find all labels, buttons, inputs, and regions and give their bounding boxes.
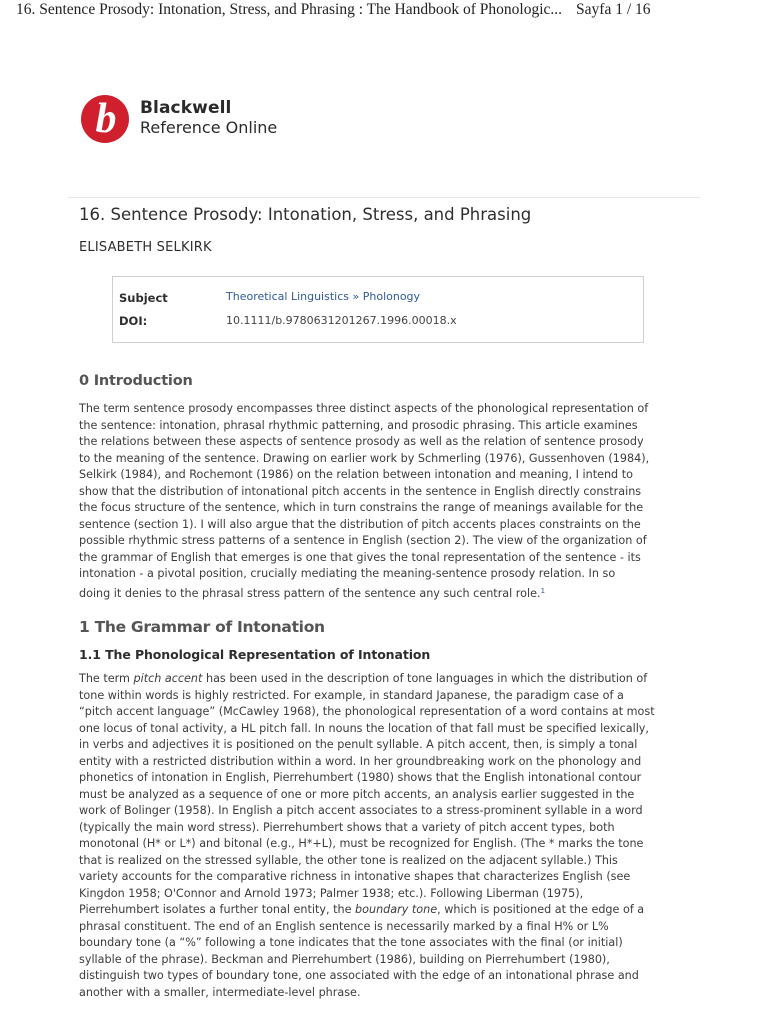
intro-heading: 0 Introduction [79, 373, 193, 389]
intro-line: the grammar of English that emerges is one that gives the tonal representation of the sentence - its [79, 550, 641, 564]
intro-line-last [79, 583, 679, 603]
brand-logo[interactable] [80, 94, 320, 146]
body-line-prefix: The term [79, 672, 130, 685]
subject-label: Subject [119, 291, 168, 305]
body-line: another with a smaller, intermediate-level phrase. [79, 985, 361, 999]
doi-label: DOI: [119, 314, 148, 328]
intro-line: The term sentence prosody encompasses three distinct aspects of the phonological representation of [79, 402, 649, 415]
intro-line: intonation - a pivotal position, crucially mediating the meaning-sentence prosody relation. In so [79, 567, 616, 580]
body-line: in verbs and adjectives it is positioned on the penult syllable. A pitch accent, then, is simply a tonal [79, 738, 638, 751]
body-line-rest: has been used in the description of tone languages in which the distribution of [205, 672, 648, 685]
intro-paragraph [79, 401, 679, 603]
body-paragraph [79, 671, 679, 1001]
body-line: entity with a restricted distribution within a word. In her groundbreaking work on the phonology and [79, 754, 642, 768]
body-line: (typically the main word stress). Pierrehumbert shows that a variety of pitch accent types, both [79, 820, 615, 834]
body-italic-term: boundary tone [355, 903, 438, 916]
body-line: tone within words is highly restricted. For example, in standard Japanese, the paradigm case of a [79, 688, 624, 702]
logo-letter: b [95, 96, 117, 142]
print-header-page: Sayfa 1 / 16 [576, 1, 651, 18]
body-line: one locus of tonal activity, a HL pitch fall. In nouns the location of that fall must be specified lexically, [79, 721, 649, 735]
doi-value: 10.1111/b.9780631201267.1996.00018.x [226, 314, 457, 327]
print-header [0, 0, 768, 22]
footnote-link[interactable]: 1 [540, 586, 546, 595]
subsection-heading: 1.1 The Phonological Representation of Intonation [79, 647, 431, 662]
body-line: that is realized on the stressed syllable, the other tone is realized on the adjacent syllable.) This [79, 853, 618, 867]
body-line: syllable of the phrase). Beckman and Pierrehumbert (1986), building on Pierrehumbert (1980), [79, 952, 610, 966]
brand-subtitle: Reference Online [140, 118, 278, 137]
metadata-box [112, 276, 644, 343]
intro-line: the focus structure of the sentence, which in turn constrains the range of meanings available for the [79, 501, 644, 514]
intro-line: possible rhythmic stress patterns of a sentence in English (section 2). The view of the organization of [79, 534, 647, 547]
body-line: phrasal constituent. The end of an English sentence is necessarily marked by a final H% or L% [79, 919, 609, 933]
blackwell-logo-icon [80, 94, 130, 144]
body-line: distinguish two types of boundary tone, one associated with the edge of an intonational phrase and [79, 969, 639, 982]
intro-line: Selkirk (1984), and Rochemont (1986) on the relation between intonation and meaning, I intend to [79, 468, 633, 481]
body-line: monotonal (H* or L*) and bitonal (e.g., H*+L), must be recognized for English. (The * marks the tone [79, 837, 644, 850]
body-line: boundary tone (a “%” following a tone indicates that the tone associates with the final (or initial) [79, 936, 623, 949]
subject-separator: » [352, 290, 360, 303]
print-header-title: 16. Sentence Prosody: Intonation, Stress, and Phrasing : The Handbook of Phonologic... [16, 1, 563, 18]
subject-value [226, 290, 420, 303]
intro-line: show that the distribution of intonational pitch accents in the sentence in English directly constrains [79, 484, 642, 498]
body-line: must be analyzed as a sequence of one or more pitch accents, an analysis earlier suggested in the [79, 787, 635, 801]
intro-line-text: doing it denies to the phrasal stress pattern of the sentence any such central role. [79, 586, 541, 600]
article-title: 16. Sentence Prosody: Intonation, Stress, and Phrasing [79, 205, 532, 224]
subject-link-theoretical-linguistics[interactable]: Theoretical Linguistics [226, 290, 349, 303]
intro-line: the sentence: intonation, phrasal rhythmic patterning, and prosodic phrasing. This article examines [79, 418, 638, 432]
body-italic-term: pitch accent [133, 672, 203, 685]
body-line [79, 671, 679, 688]
body-line-rest: , which is positioned at the edge of a [437, 903, 645, 916]
body-line: phonetics of intonation in English, Pierrehumbert (1980) shows that the English intonational contour [79, 771, 642, 784]
body-line: variety accounts for the comparative richness in intonative shapes that characterizes English (see [79, 870, 631, 883]
body-line [79, 902, 679, 919]
body-line: “pitch accent language” (McCawley 1968), the phonological representation of a word contains at most [79, 705, 655, 718]
article-author: ELISABETH SELKIRK [79, 240, 212, 255]
subject-link-phonology[interactable]: Pholonogy [362, 290, 421, 303]
body-line-prefix: Pierrehumbert isolates a further tonal entity, the [79, 903, 352, 916]
body-line: work of Bolinger (1958). In English a pitch accent associates to a stress-prominent syllable in a word [79, 804, 643, 817]
intro-line: sentence (section 1). I will also argue that the distribution of pitch accents places constraints on the [79, 517, 641, 531]
body-line: Kingdon 1958; O'Connor and Arnold 1973; Palmer 1938; etc.). Following Liberman (1975), [79, 886, 584, 900]
brand-name: Blackwell [140, 98, 232, 118]
header-divider [68, 197, 700, 198]
intro-line: the relations between these aspects of sentence prosody as well as the relation of sentence prosody [79, 435, 644, 448]
intro-line: to the meaning of the sentence. Drawing on earlier work by Schmerling (1976), Gussenhoven (1984), [79, 451, 650, 465]
grammar-heading: 1 The Grammar of Intonation [79, 618, 325, 636]
